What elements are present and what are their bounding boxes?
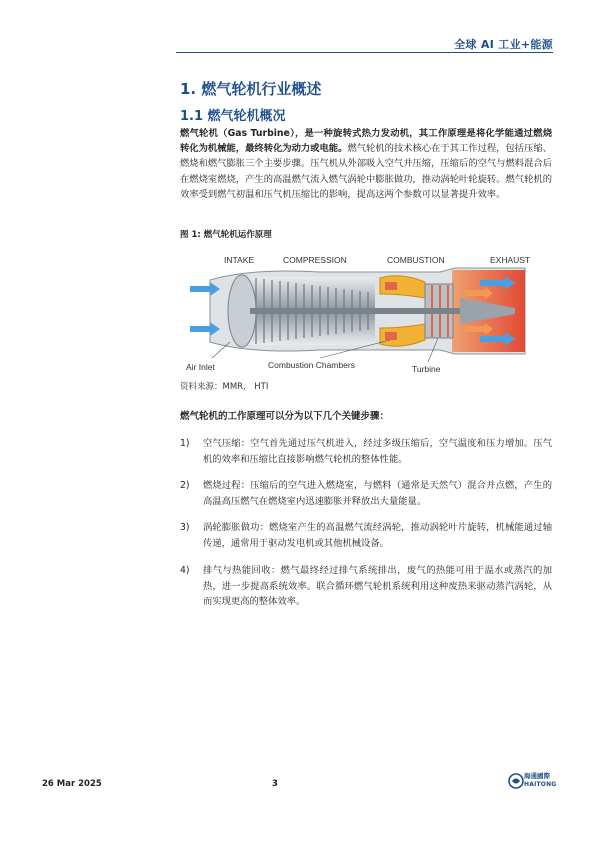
label-air-inlet: Air Inlet <box>186 362 215 372</box>
step-item <box>180 478 552 509</box>
step-item <box>180 563 552 610</box>
step-number: 1) <box>180 438 190 449</box>
step-number: 4) <box>180 565 190 576</box>
step-number: 3) <box>180 522 190 533</box>
section-title: 1. 燃气轮机行业概述 <box>180 80 322 98</box>
label-compression: COMPRESSION <box>283 255 347 265</box>
step-text: 排气与热能回收：燃气最终经过排气系统排出，废气的热能可用于温水或蒸汽的加热，进一步提高系统效率。联合循环燃气轮机系统利用这种废热来驱动蒸汽涡轮，从而实现更高的整体效率。 <box>203 565 552 607</box>
step-item <box>180 436 552 467</box>
steps-lead: 燃气轮机的工作原理可以分为以下几个关键步骤： <box>180 411 390 422</box>
intro-bold: 燃气轮机（Gas Turbine），是一种旋转式热力发动机，其工作原理是将化学能通过燃烧转化为机械能，最终转化为动力或电能。 <box>180 128 552 155</box>
label-intake: INTAKE <box>224 255 255 265</box>
figure-source: 资料来源：MMR， HTI <box>180 382 269 392</box>
footer-date: 26 Mar 2025 <box>42 779 102 789</box>
header-rule <box>176 52 553 53</box>
step-text: 燃烧过程：压缩后的空气进入燃烧室，与燃料（通常是天然气）混合并点燃，产生的高温高压燃气在燃烧室内迅速膨胀并释放出大量能量。 <box>203 480 552 507</box>
figure-caption: 图 1: 燃气轮机运作原理 <box>180 230 272 240</box>
subsection-title: 1.1 燃气轮机概况 <box>180 109 286 124</box>
intro-rest: 燃气轮机的技术核心在于其工作过程，包括压缩、燃烧和燃气膨胀三个主要步骤。压气机从外部吸入空气并压缩，压缩后的空气与燃料混合后在燃烧室燃烧，产生的高温燃气流入燃气涡轮中膨胀做功，推动涡轮叶轮旋转。燃气轮机的效率受到燃气初温和压气机压缩比的影响，提高这两个参数可以显著提升效率。 <box>180 143 552 200</box>
step-text: 空气压缩：空气首先通过压气机进入，经过多级压缩后，空气温度和压力增加。压气机的效率和压缩比直接影响燃气轮机的整体性能。 <box>203 438 552 465</box>
turbine-figure <box>180 250 552 375</box>
step-item <box>180 520 552 551</box>
label-combustion: COMBUSTION <box>387 255 445 265</box>
step-text: 涡轮膨胀做功：燃烧室产生的高温燃气流经涡轮，推动涡轮叶片旋转，机械能通过轴传递，通常用于驱动发电机或其他机械设备。 <box>203 522 552 549</box>
label-combustion-chambers: Combustion Chambers <box>268 360 355 370</box>
main-shaft <box>250 308 460 314</box>
header-title: 全球 AI 工业+能源 <box>454 38 553 51</box>
logo-text-cn: 海通國際 <box>524 772 550 780</box>
label-exhaust: EXHAUST <box>490 255 531 265</box>
label-turbine: Turbine <box>412 364 441 374</box>
intro-paragraph <box>180 126 552 202</box>
step-number: 2) <box>180 480 190 491</box>
turbine-diagram <box>180 250 552 375</box>
page-number: 3 <box>272 779 278 789</box>
logo-text-en: HAITONG <box>524 781 557 788</box>
